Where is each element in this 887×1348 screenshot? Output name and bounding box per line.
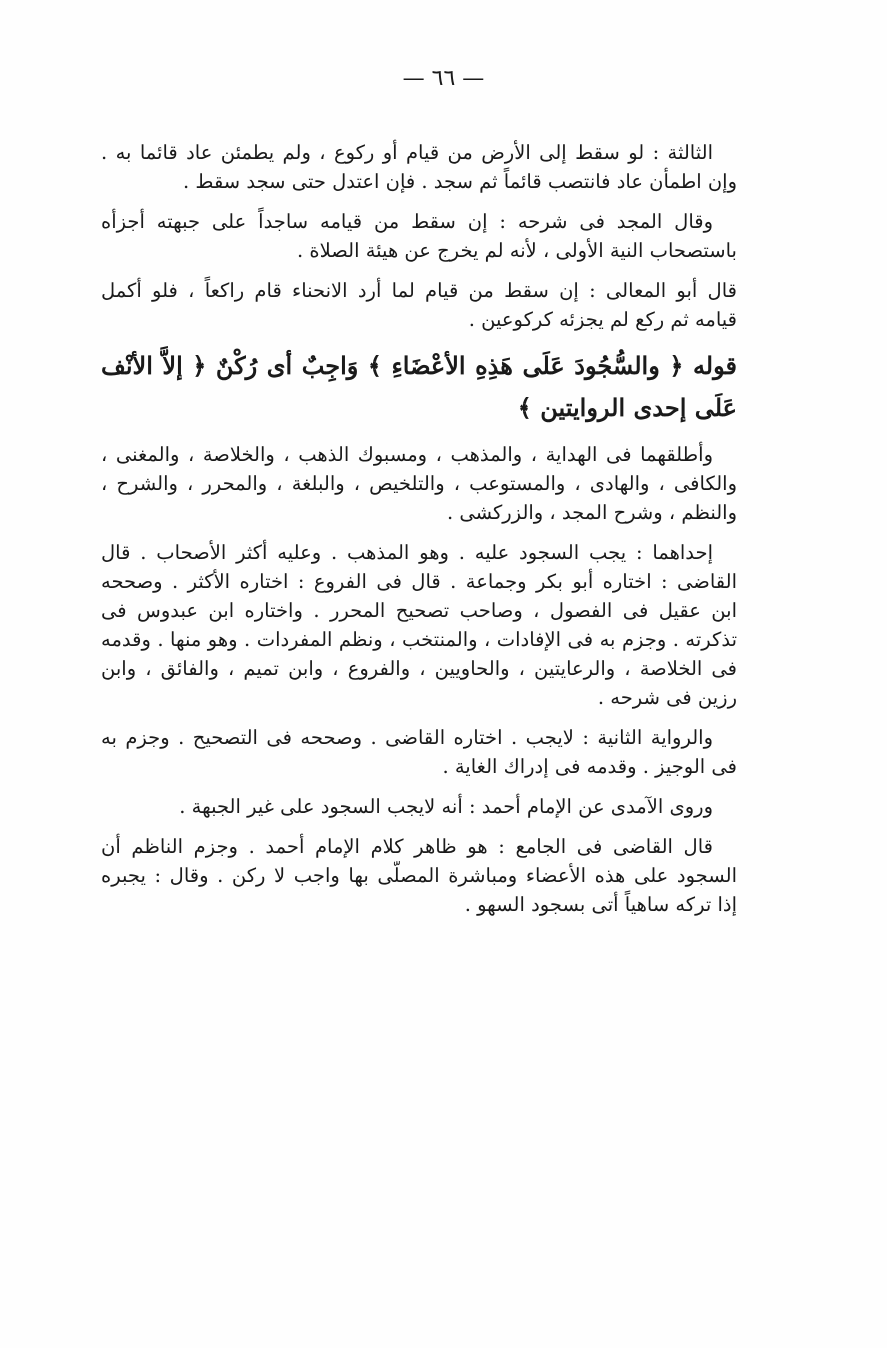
- section-heading: [101, 345, 737, 429]
- text-line: رزين فى شرحه .: [597, 686, 737, 709]
- text-line: والنظم ، وشرح المجد ، والزركشى .: [446, 501, 737, 524]
- page-number: — ٦٦ —: [402, 66, 485, 91]
- heading-line: عَلَى إحدى الروايتين ﴾: [517, 393, 737, 422]
- text-line: وقال المجد فى شرحه : إن سقط من قيامه ساجداً على جبهته أجزأه: [101, 210, 713, 233]
- text-line: الثالثة : لو سقط إلى الأرض من قيام أو ركوع ، ولم يطمئن عاد قائما به .: [101, 141, 713, 164]
- text-line: فى الوجيز . وقدمه فى إدراك الغاية .: [442, 755, 737, 778]
- text-line: قال القاضى فى الجامع : هو ظاهر كلام الإمام أحمد . وجزم الناظم أن: [101, 835, 713, 858]
- paragraph: [101, 440, 737, 527]
- text-line: باستصحاب النية الأولى ، لأنه لم يخرج عن هيئة الصلاة .: [297, 239, 737, 262]
- text-line: السجود على هذه الأعضاء ومباشرة المصلَّى بها واجب لا ركن . وقال : يجبره: [101, 864, 737, 887]
- body-text: [101, 138, 737, 919]
- text-line: قيامه ثم ركع لم يجزئه كركوعين .: [468, 308, 737, 331]
- text-line: وإن اطمأن عاد فانتصب قائماً ثم سجد . فإن اعتدل حتى سجد سقط .: [183, 170, 737, 193]
- paragraph: [101, 723, 737, 781]
- text-line: فى الخلاصة ، والرعايتين ، والحاويين ، والفروع ، وابن تميم ، والفائق ، وابن: [101, 657, 737, 680]
- text-line: قال أبو المعالى : إن سقط من قيام لما أرد الانحناء قام راكعاً ، فلو أكمل: [101, 279, 737, 302]
- paragraph: [101, 207, 737, 265]
- paragraph: [101, 538, 737, 712]
- text-line: القاضى : اختاره أبو بكر وجماعة . قال فى الفروع : اختاره الأكثر . وصححه: [101, 570, 737, 593]
- paragraph: [101, 832, 737, 919]
- paragraph: [101, 138, 737, 196]
- text-line: ابن عقيل فى الفصول ، وصاحب تصحيح المحرر . واختاره ابن عبدوس فى: [101, 599, 737, 622]
- text-line: إحداهما : يجب السجود عليه . وهو المذهب . وعليه أكثر الأصحاب . قال: [101, 541, 713, 564]
- paragraph: [101, 276, 737, 334]
- text-line: إذا تركه ساهياً أتى بسجود السهو .: [464, 893, 737, 916]
- text-line: وروى الآمدى عن الإمام أحمد : أنه لايجب السجود على غير الجبهة .: [179, 795, 713, 818]
- text-line: وأطلقهما فى الهداية ، والمذهب ، ومسبوك الذهب ، والخلاصة ، والمغنى ،: [101, 443, 713, 466]
- text-line: تذكرته . وجزم به فى الإفادات ، والمنتخب ، ونظم المفردات . وهو منها . وقدمه: [101, 628, 737, 651]
- heading-line: قوله ﴿ والسُّجُودَ عَلَى هَذِهِ الأعْضَاءِ ﴾ وَاجِبٌ أى رُكْنٌ ﴿ إلاَّ الأنْف: [101, 351, 737, 380]
- text-line: والكافى ، والهادى ، والمستوعب ، والتلخيص ، والبلغة ، والمحرر ، والشرح ،: [101, 472, 737, 495]
- paragraph: [101, 792, 737, 821]
- text-line: والرواية الثانية : لايجب . اختاره القاضى . وصححه فى التصحيح . وجزم به: [101, 726, 713, 749]
